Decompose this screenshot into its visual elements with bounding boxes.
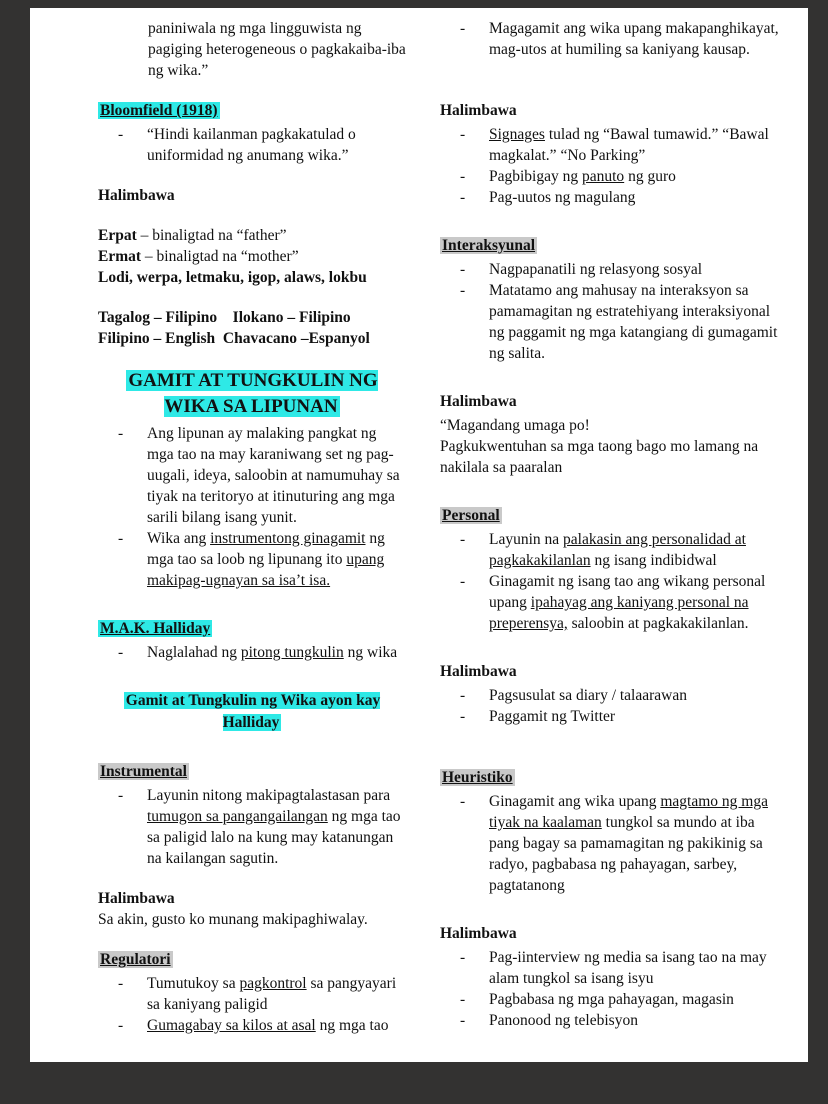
text-run: ng guro: [624, 168, 676, 185]
underlined-text: Gumagabay sa kilos at asal: [147, 1017, 316, 1034]
list-item: [440, 529, 782, 571]
list-item-text: Pag-uutos ng magulang: [489, 189, 636, 206]
bullet-dash: -: [118, 975, 124, 992]
list-item-text: [489, 791, 782, 896]
text-run: tulad ng “Bawal tumawid.” “Bawal magkalat.” “No Parking”: [489, 126, 769, 164]
list-item: [440, 989, 782, 1010]
example-sentence: “Magandang umaga po!: [440, 417, 590, 434]
list-item: [440, 280, 782, 364]
list-item-text: [489, 571, 782, 634]
text-run: Naglalahad ng: [147, 644, 241, 661]
heading-halimbawa: Halimbawa: [440, 393, 517, 410]
list-item: [98, 973, 406, 1015]
text-run: ng mga tao sa loob ng lipunang ito: [147, 530, 385, 568]
highlighted-heading: Personal: [442, 507, 500, 524]
bullet-dash: -: [118, 425, 124, 442]
highlighted-heading: Regulatori: [100, 951, 171, 968]
bullet-dash: -: [460, 531, 466, 548]
list-item: [440, 947, 782, 989]
list-item-text: [489, 124, 782, 166]
section-heading-instrumental: [98, 761, 406, 782]
section-heading-gamit-at-tungkulin: [98, 368, 406, 420]
bullet-dash: -: [460, 687, 466, 704]
list-item: [440, 18, 782, 60]
highlighted-heading: GAMIT AT TUNGKULIN NG WIKA SA LIPUNAN: [128, 370, 378, 417]
slang-words-line: Lodi, werpa, letmaku, igop, alaws, lokbu: [98, 269, 367, 286]
list-item-text: Pag-iinterview ng media sa isang tao na may alam tungkol sa isang isyu: [489, 949, 767, 987]
language-pairs-line: Filipino – English Chavacano –Espanyol: [98, 330, 370, 347]
bullet-dash: -: [460, 991, 466, 1008]
list-item: [98, 642, 406, 663]
underlined-text: pitong tungkulin: [240, 644, 344, 661]
bullet-dash: -: [460, 1012, 466, 1029]
text-run: saloobin at pagkakakilanlan.: [567, 615, 749, 632]
bullet-dash: -: [460, 189, 466, 206]
text-run: Tumutukoy sa: [147, 975, 240, 992]
right-column: [440, 18, 782, 1031]
highlighted-heading: Instrumental: [100, 763, 187, 780]
underlined-text: Signages: [489, 126, 545, 143]
text-run: ng mga tao: [315, 1017, 389, 1034]
text-run: Layunin na: [489, 531, 564, 548]
list-item-text: [147, 1015, 406, 1036]
text-run: Wika ang: [147, 530, 211, 547]
list-item-text: Panonood ng telebisyon: [489, 1012, 638, 1029]
example-sentence: Pagkukwentuhan sa mga taong bago mo lamang na nakilala sa paaralan: [440, 438, 759, 476]
underlined-text: magtamo ng mga tiyak na kaalaman: [489, 793, 768, 831]
list-item: [98, 785, 406, 869]
term: Erpat: [98, 227, 137, 244]
bullet-dash: -: [460, 20, 466, 37]
bullet-dash: -: [118, 644, 124, 661]
heading-halimbawa: Halimbawa: [440, 925, 517, 942]
text-run: ng wika: [343, 644, 398, 661]
bullet-dash: -: [460, 168, 466, 185]
list-item-text: Nagpapanatili ng relasyong sosyal: [489, 261, 703, 278]
underlined-text: pagkontrol: [239, 975, 307, 992]
bullet-dash: -: [460, 126, 466, 143]
list-item-text: Magagamit ang wika upang makapanghikayat, mag-utos at humiling sa kaniyang kausap.: [489, 20, 779, 58]
list-item-text: Ang lipunan ay malaking pangkat ng mga tao na may karaniwang set ng pag-uugali, ideya, saloobin at namumuhay sa tiyak na teritoryo at itinuturing ang mga sarili bilang isang yunit.: [147, 425, 400, 526]
underlined-text: palakasin ang personalidad at pagkakakilanlan: [489, 531, 746, 569]
term-line-erpat: [98, 225, 406, 246]
text-run: Ginagamit ng isang tao ang wikang personal upang: [489, 573, 766, 611]
underlined-text: panuto: [582, 168, 625, 185]
paragraph-continuation: paniniwala ng mga lingguwista ng pagiging heterogeneous o pagkakaiba-iba ng wika.”: [148, 20, 406, 79]
language-pairs-line: Tagalog – Filipino Ilokano – Filipino: [98, 309, 351, 326]
list-item: [440, 166, 782, 187]
highlighted-heading: Heuristiko: [442, 769, 513, 786]
text-run: Layunin nitong makipagtalastasan para: [147, 787, 391, 804]
list-item-text: [147, 642, 406, 663]
bullet-dash: -: [118, 126, 124, 143]
list-item: [98, 528, 406, 591]
term: Ermat: [98, 248, 142, 265]
list-item: [440, 685, 782, 706]
list-item-text: [147, 785, 406, 869]
heading-halimbawa: Halimbawa: [98, 890, 175, 907]
list-item: [440, 124, 782, 166]
highlighted-heading: Bloomfield (1918): [100, 102, 218, 119]
definition: – binaligtad na “mother”: [141, 248, 299, 265]
section-heading-heuristiko: [440, 767, 782, 788]
heading-halimbawa: Halimbawa: [98, 187, 175, 204]
list-item-text: Matatamo ang mahusay na interaksyon sa pamamagitan ng estratehiyang interaksiyonal ng paggamit ng mga katangiang di gumagamit ng salita.: [489, 282, 778, 362]
text-run: ng isang indibidwal: [590, 552, 717, 569]
list-item: [440, 706, 782, 727]
list-item-text: Pagsusulat sa diary / talaarawan: [489, 687, 687, 704]
bullet-dash: -: [118, 530, 124, 547]
text-run: tungkol sa mundo at iba pang bagay sa pamamagitan ng pakikinig sa radyo, pagbabasa ng pahayagan, sarbey, pagtatanong: [489, 814, 763, 894]
list-item-text: [147, 528, 406, 591]
bullet-dash: -: [460, 793, 466, 810]
section-heading-halliday: [98, 618, 406, 639]
list-item: [440, 1010, 782, 1031]
heading-halimbawa: Halimbawa: [440, 663, 517, 680]
bullet-dash: -: [118, 787, 124, 804]
highlighted-heading: Gamit at Tungkulin ng Wika ayon kay Halliday: [125, 692, 381, 731]
list-item-text: [489, 166, 782, 187]
highlighted-heading: Interaksyunal: [442, 237, 536, 254]
definition: – binaligtad na “father”: [136, 227, 287, 244]
list-item: [440, 791, 782, 896]
left-column: [98, 18, 406, 1036]
list-item: [98, 1015, 406, 1036]
section-heading-regulatori: [98, 949, 406, 970]
document-page: [30, 8, 808, 1062]
example-sentence: Sa akin, gusto ko munang makipaghiwalay.: [98, 911, 368, 928]
text-run: Pagbibigay ng: [489, 168, 582, 185]
section-heading-halliday-functions: [98, 690, 406, 734]
underlined-text: upang makipag-ugnayan sa isa’t isa.: [147, 551, 385, 589]
bullet-dash: -: [460, 949, 466, 966]
bullet-dash: -: [460, 708, 466, 725]
bullet-dash: -: [460, 261, 466, 278]
list-item: [98, 423, 406, 528]
text-run: Ginagamit ang wika upang: [489, 793, 661, 810]
list-item-text: Pagbabasa ng mga pahayagan, magasin: [489, 991, 734, 1008]
list-item: [440, 187, 782, 208]
bullet-dash: -: [460, 282, 466, 299]
list-item-text: [489, 529, 782, 571]
list-item-text: Paggamit ng Twitter: [489, 708, 616, 725]
section-heading-bloomfield: [98, 100, 406, 121]
underlined-text: tumugon sa pangangailangan: [147, 808, 328, 825]
underlined-text: ipahayag ang kaniyang personal na preperensya,: [489, 594, 749, 632]
text-run: sa pangyayari sa kaniyang paligid: [147, 975, 397, 1013]
section-heading-interaksyunal: [440, 235, 782, 256]
section-heading-personal: [440, 505, 782, 526]
bullet-dash: -: [460, 573, 466, 590]
text-run: ng mga tao sa paligid lalo na kung may katanungan na kailangan sagutin.: [147, 808, 401, 867]
list-item-text: [147, 973, 406, 1015]
heading-halimbawa: Halimbawa: [440, 102, 517, 119]
highlighted-heading: M.A.K. Halliday: [100, 620, 211, 637]
list-item-text: “Hindi kailanman pagkakatulad o uniformidad ng anumang wika.”: [147, 126, 356, 164]
list-item: [440, 259, 782, 280]
bullet-dash: -: [118, 1017, 124, 1034]
term-line-ermat: [98, 246, 406, 267]
list-item: [98, 124, 406, 166]
list-item: [440, 571, 782, 634]
underlined-text: instrumentong ginagamit: [210, 530, 366, 547]
